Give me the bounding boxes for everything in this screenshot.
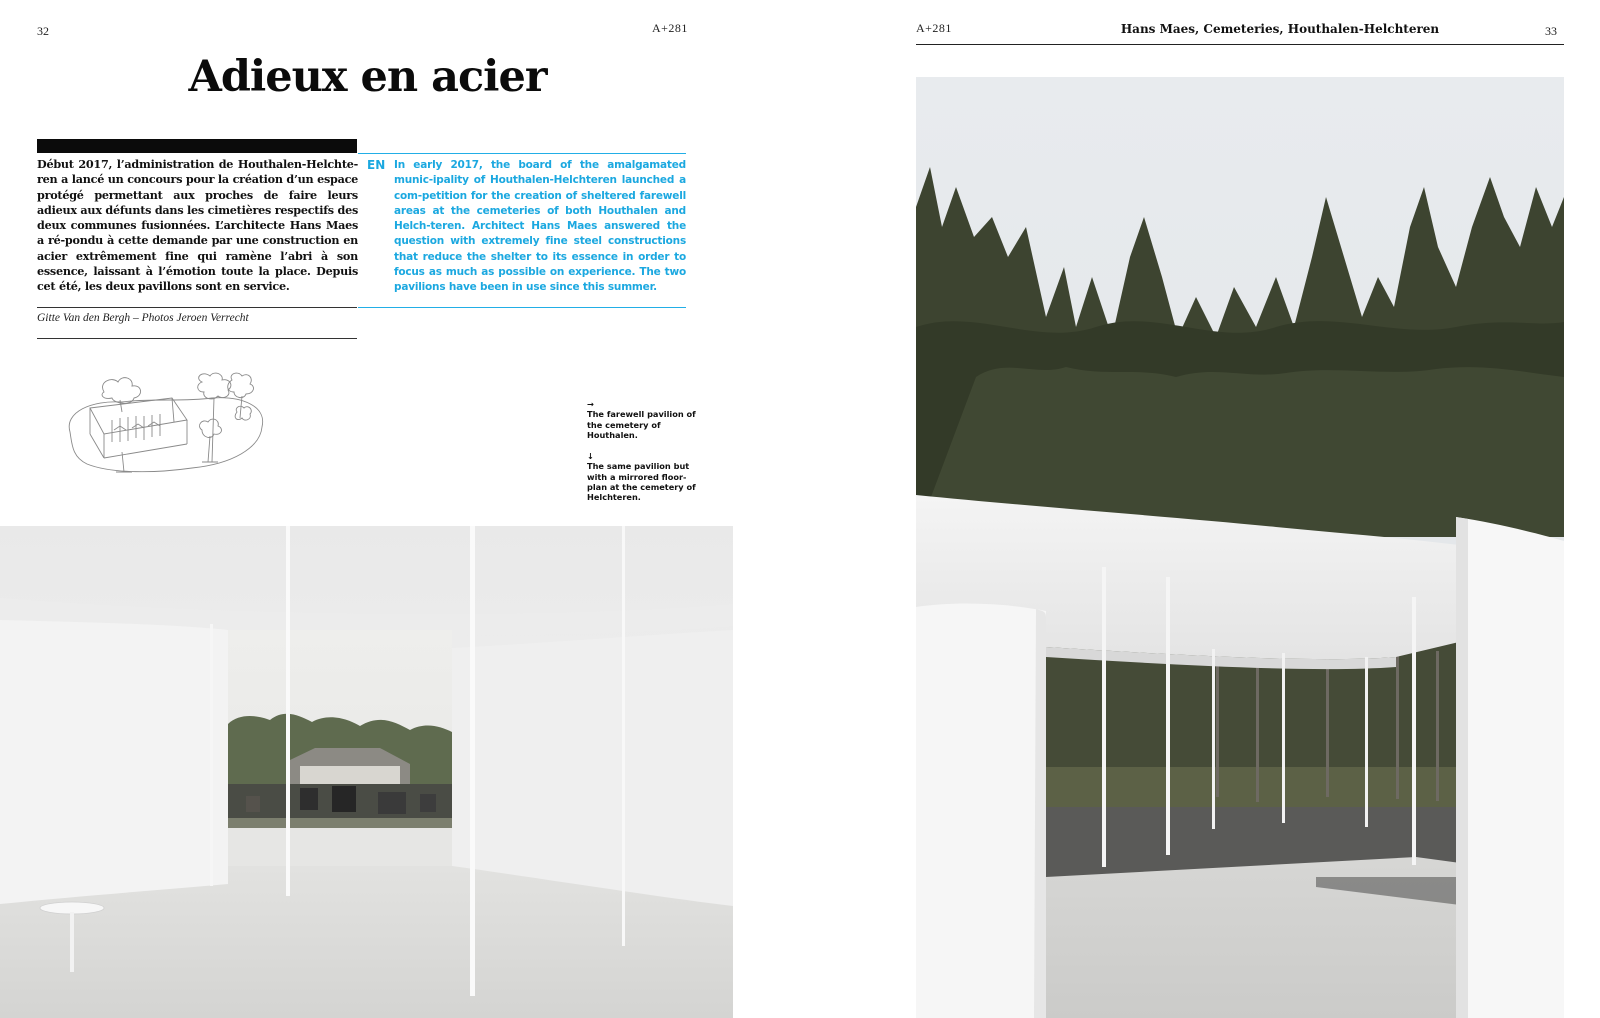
author-credit: Gitte Van den Bergh – Photos Jeroen Verrecht: [37, 312, 249, 324]
headline-bar: [37, 139, 357, 153]
credit-divider: [37, 338, 357, 339]
english-language-tag: EN: [367, 158, 386, 172]
english-top-rule: [358, 153, 686, 154]
interior-pavilion-photo: [0, 526, 733, 1018]
left-page-number: 32: [37, 24, 49, 38]
english-lede: In early 2017, the board of the amalgamated munic-ipality of Houthalen-Helchteren launched a com-petition for the creation of sheltered farewell areas at the cemeteries of both Houthalen and Helch-teren. Architect Hans Maes answered the question with extremely fine steel constructions that reduce the shelter to its essence in order to focus as much as possible on experience. The two pavilions have been in use since this summer.: [394, 159, 686, 294]
pavilion-sketch: [62, 372, 277, 487]
french-divider: [37, 307, 357, 308]
arrow-down-icon: ↓: [587, 451, 594, 461]
caption-helchteren-text: The same pavilion but with a mirrored floor-plan at the cemetery of Helchteren.: [587, 461, 696, 503]
caption-houthalen: [587, 399, 697, 440]
arrow-right-icon: →: [587, 399, 594, 409]
right-magazine-issue: A+281: [916, 21, 952, 35]
caption-helchteren: [587, 451, 697, 502]
french-lede: Début 2017, l’administration de Houthalen-Helchte-ren a lancé un concours pour la création d’un espace protégé permettant aux proches de faire leurs adieux aux défunts dans les cimetières respectifs des deux communes fusionnées. L’architecte Hans Maes a ré-pondu à cette demande par une construction en acier extrêmement fine qui ramène l’abri à son essence, laissant à l’émotion toute la place. Depuis cet été, les deux pavillons sont en service.: [37, 157, 358, 294]
caption-houthalen-text: The farewell pavilion of the cemetery of Houthalen.: [587, 409, 696, 440]
english-bottom-rule: [358, 307, 686, 308]
left-magazine-issue: A+281: [652, 21, 688, 35]
header-rule: [916, 44, 1564, 45]
running-title: Hans Maes, Cemeteries, Houthalen-Helchteren: [1120, 22, 1440, 36]
right-page-number: 33: [1545, 24, 1557, 38]
exterior-pavilion-photo: [916, 77, 1564, 1018]
article-headline: Adieux en acier: [188, 52, 547, 102]
